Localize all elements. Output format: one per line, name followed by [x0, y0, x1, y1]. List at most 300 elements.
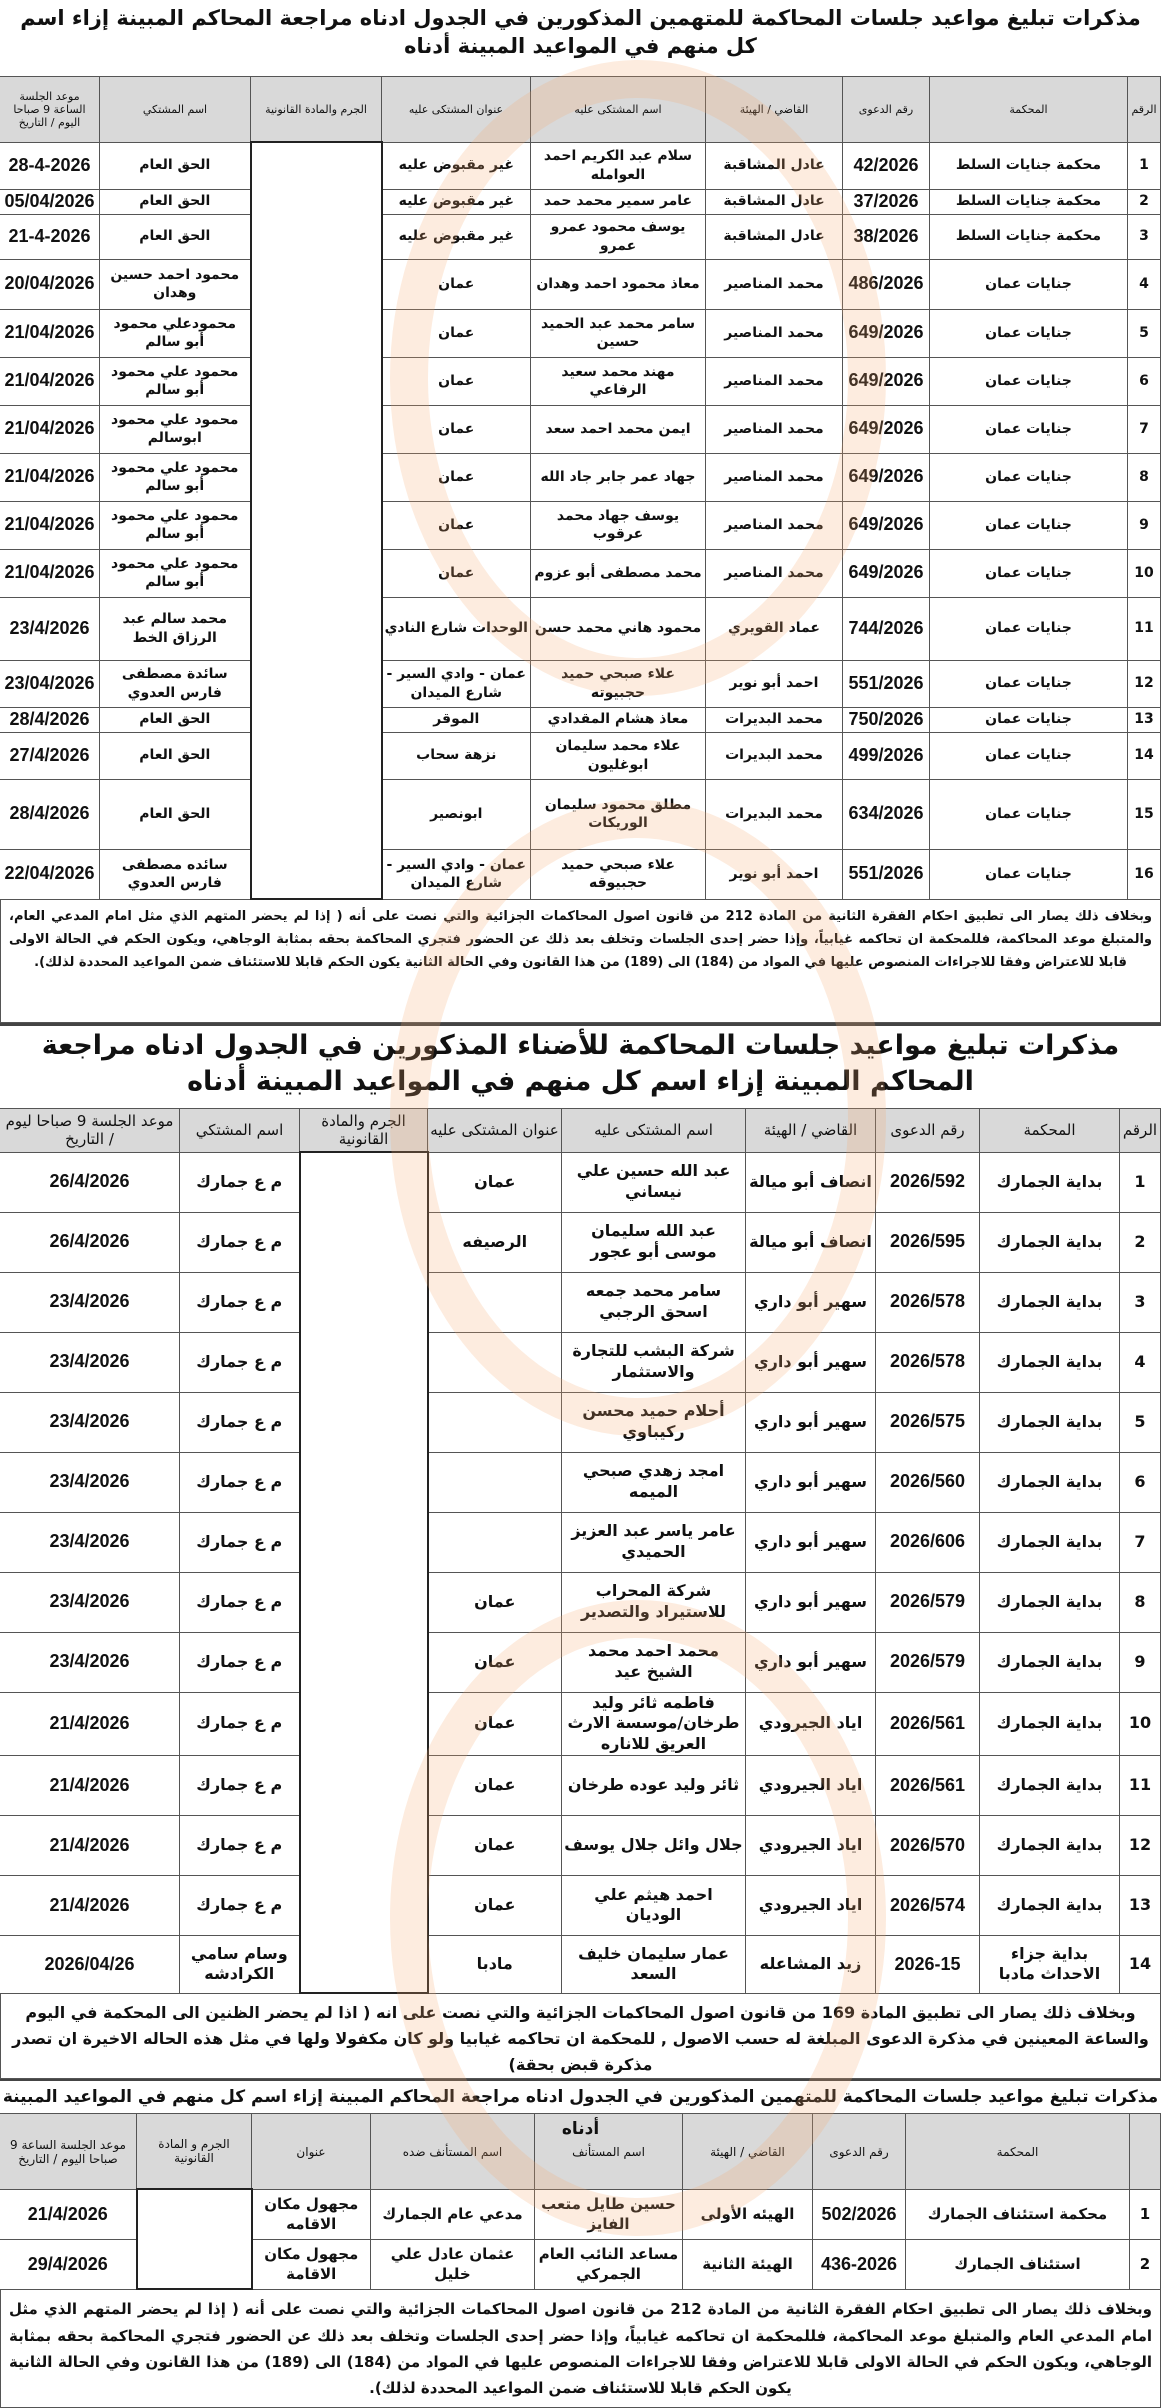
cell-court: جنايات عمان [930, 849, 1128, 899]
cell-defendant-name: فاطمه ثائر وليد طرخان/موسسة الارث العريق للاناره [562, 1692, 746, 1755]
cell-complainant: محمودعلي محمود أبو سالم [100, 309, 251, 357]
table-row [0, 309, 1161, 357]
cell-court: بداية الجمارك [980, 1272, 1120, 1332]
cell-court: محكمة جنايات السلط [930, 214, 1128, 259]
column-header-address: عنوان المشتكى عليه [382, 77, 531, 143]
column-header-court: المحكمة [906, 2114, 1130, 2190]
cell-court: جنايات عمان [930, 549, 1128, 597]
cell-case-number: 649/2026 [843, 405, 930, 453]
cell-complainant: م ع جمارك [180, 1212, 300, 1272]
cell-address: مجهول مكان الاقامة [252, 2239, 371, 2289]
cell-complainant: الحق العام [100, 732, 251, 779]
section-3-title: مذكرات تبليغ مواعيد جلسات المحاكمة للمتهمين المذكورين في الجدول ادناه مراجعة المحاكم المبينة إزاء اسم كل منهم في المواعيد المبينة أدناه [0, 2079, 1161, 2113]
cell-address: عمان [382, 405, 531, 453]
cell-defendant-name: يوسف جهاد محمد عرقوب [531, 501, 706, 549]
cell-address: عمان [428, 1815, 562, 1875]
cell-hearing-date: 21-4-2026 [0, 214, 100, 259]
column-header-complainant: الجرم و المادة القانونية [137, 2114, 252, 2190]
cell-appellee: مدعي عام الجمارك [371, 2189, 535, 2239]
cell-judge: سهير أبو داري [746, 1452, 876, 1512]
cell-court: جنايات عمان [930, 405, 1128, 453]
cell-complainant: محمود علي محمود أبو سالم [100, 453, 251, 501]
cell-hearing-date: 21/04/2026 [0, 501, 100, 549]
cell-court: جنايات عمان [930, 779, 1128, 849]
cell-defendant-name: عبد الله سليمان موسى أبو عجور [562, 1212, 746, 1272]
cell-case-number: 502/2026 [813, 2189, 906, 2239]
cell-court: جنايات عمان [930, 707, 1128, 732]
cell-address: نزهة سحاب [382, 732, 531, 779]
table-row [0, 549, 1161, 597]
cell-judge: عادل المشاقبة [706, 189, 843, 214]
table-row [0, 732, 1161, 779]
cell-complainant: م ع جمارك [180, 1512, 300, 1572]
cell-defendant-name: شركة المحراب للاستيراد والتصدير [562, 1572, 746, 1632]
cell-court: بداية الجمارك [980, 1332, 1120, 1392]
cell-complainant: الحق العام [100, 779, 251, 849]
cell-row-number: 6 [1128, 357, 1161, 405]
cell-address: غير مقبوض عليه [382, 142, 531, 189]
cell-court: بداية الجمارك [980, 1875, 1120, 1935]
cell-row-number: 11 [1120, 1755, 1161, 1815]
cell-court: بداية الجمارك [980, 1755, 1120, 1815]
cell-judge: الهيئة الثانية [683, 2239, 813, 2289]
column-header-court: المحكمة [930, 77, 1128, 143]
cell-row-number: 4 [1128, 259, 1161, 309]
cell-defendant-name: جهاد عمر جابر جاد الله [531, 453, 706, 501]
cell-hearing-date: 21/4/2026 [0, 1815, 180, 1875]
cell-court: بداية الجمارك [980, 1212, 1120, 1272]
cell-address: عمان [428, 1875, 562, 1935]
cell-judge: اياد الجيرودي [746, 1755, 876, 1815]
cell-hearing-date: 26/4/2026 [0, 1212, 180, 1272]
column-header-case-number: رقم الدعوى [843, 77, 930, 143]
cell-row-number: 4 [1120, 1332, 1161, 1392]
cell-address: مادبا [428, 1935, 562, 1993]
cell-judge: سهير أبو داري [746, 1572, 876, 1632]
cell-defendant-name: ثائر وليد عوده طرخان [562, 1755, 746, 1815]
cell-judge: محمد المناصير [706, 357, 843, 405]
cell-row-number: 9 [1120, 1632, 1161, 1692]
cell-case-number: 634/2026 [843, 779, 930, 849]
cell-hearing-date: 29/4/2026 [0, 2239, 137, 2289]
cell-court: جنايات عمان [930, 357, 1128, 405]
cell-hearing-date: 21/04/2026 [0, 549, 100, 597]
section-2-title: مذكرات تبليغ مواعيد جلسات المحاكمة للأضناء المذكورين في الجدول ادناه مراجعة المحاكم المبينة إزاء اسم كل منهم في المواعيد المبينة أدناه [0, 1023, 1161, 1108]
cell-case-number: 551/2026 [843, 849, 930, 899]
cell-address [428, 1392, 562, 1452]
cell-judge: سهير أبو داري [746, 1512, 876, 1572]
column-header-hearing-date: موعد الجلسة الساعة 9 صباحا اليوم / التاريخ [0, 77, 100, 143]
cell-defendant-name: عامر ياسر عبد العزيز الحميدي [562, 1512, 746, 1572]
cell-hearing-date: 05/04/2026 [0, 189, 100, 214]
cell-case-number: 2026/578 [876, 1332, 980, 1392]
cell-defendant-name: محمد مصطفى أبو عزوم [531, 549, 706, 597]
cell-defendant-name: محمد احمد محمد الشيخ عيد [562, 1632, 746, 1692]
cell-defendant-name: معاذ هشام المقدادي [531, 707, 706, 732]
cell-complainant: سائدة مصطفى فارس العدوي [100, 660, 251, 707]
cell-complainant: محمود علي محمود أبو سالم [100, 549, 251, 597]
cell-case-number: 2026-15 [876, 1935, 980, 1993]
column-header-hearing-date: موعد الجلسة الساعة 9 صباحا اليوم / التاريخ [0, 2114, 137, 2190]
cell-row-number: 11 [1128, 597, 1161, 660]
cell-defendant-name: شركة البشب للتجارة والاستثمار [562, 1332, 746, 1392]
cell-hearing-date: 27/4/2026 [0, 732, 100, 779]
cell-hearing-date: 20/04/2026 [0, 259, 100, 309]
cell-case-number: 2026/570 [876, 1815, 980, 1875]
cell-address: عمان [382, 501, 531, 549]
column-header-case-number: رقم الدعوى [813, 2114, 906, 2190]
cell-complainant: م ع جمارك [180, 1755, 300, 1815]
table-row [0, 259, 1161, 309]
cell-case-number: 486/2026 [843, 259, 930, 309]
cell-complainant: م ع جمارك [180, 1692, 300, 1755]
cell-appellee: عثمان عادل علي خليل [371, 2239, 535, 2289]
cell-case-number: 649/2026 [843, 549, 930, 597]
cell-court: بداية جزاء الاحداث مادبا [980, 1935, 1120, 1993]
cell-case-number: 2026/579 [876, 1572, 980, 1632]
column-header-hearing-date: موعد الجلسة 9 صباحا ليوم / التاريخ [0, 1109, 180, 1153]
table-row [0, 1212, 1161, 1272]
table-row [0, 1392, 1161, 1452]
table-row [0, 501, 1161, 549]
cell-address: عمان [428, 1632, 562, 1692]
cell-address: عمان [382, 453, 531, 501]
cell-address: عمان [382, 549, 531, 597]
cell-address: غير مقبوض عليه [382, 214, 531, 259]
table-row [0, 1332, 1161, 1392]
cell-complainant: م ع جمارك [180, 1152, 300, 1212]
cell-court: بداية الجمارك [980, 1692, 1120, 1755]
cell-court: بداية الجمارك [980, 1392, 1120, 1452]
cell-judge: اياد الجيرودي [746, 1692, 876, 1755]
cell-court: بداية الجمارك [980, 1152, 1120, 1212]
cell-row-number: 2 [1128, 189, 1161, 214]
cell-case-number: 649/2026 [843, 453, 930, 501]
cell-row-number: 2 [1120, 1212, 1161, 1272]
cell-case-number: 2026/575 [876, 1392, 980, 1452]
table-row [0, 453, 1161, 501]
cell-judge: محمد المناصير [706, 309, 843, 357]
cell-court: محكمة جنايات السلط [930, 189, 1128, 214]
cell-defendant-name: معاذ محمود احمد وهدان [531, 259, 706, 309]
table-row [0, 1815, 1161, 1875]
table-row [0, 707, 1161, 732]
table-row [0, 1755, 1161, 1815]
cell-judge: احمد أبو نوير [706, 660, 843, 707]
table-row [0, 1512, 1161, 1572]
column-header-address: عنوان المشتكى عليه [428, 1109, 562, 1153]
cell-address: مجهول مكان الاقامه [252, 2189, 371, 2239]
cell-hearing-date: 23/04/2026 [0, 660, 100, 707]
cell-appellant: حسين طايل متعب الفايز [535, 2189, 683, 2239]
column-header-judge: القاضي / الهيئة [746, 1109, 876, 1153]
cell-judge: انصاف أبو ميالة [746, 1152, 876, 1212]
cell-hearing-date: 2026/04/26 [0, 1935, 180, 1993]
cell-complainant: وسام سامي الكرادشه [180, 1935, 300, 1993]
cell-address: عمان [428, 1572, 562, 1632]
cell-court: محكمة استئناف الجمارك [906, 2189, 1130, 2239]
cell-defendant-name: سلام عبد الكريم احمد العوامله [531, 142, 706, 189]
cell-hearing-date: 23/4/2026 [0, 1632, 180, 1692]
cell-address [428, 1452, 562, 1512]
cell-complainant: م ع جمارك [180, 1572, 300, 1632]
crime-article-cell [300, 1152, 428, 1993]
column-header-case-number: رقم الدعوى [876, 1109, 980, 1153]
cell-address: الرصيفه [428, 1212, 562, 1272]
cell-court: جنايات عمان [930, 259, 1128, 309]
cell-row-number: 14 [1120, 1935, 1161, 1993]
cell-case-number: 2026/574 [876, 1875, 980, 1935]
legal-notice-1: وبخلاف ذلك يصار الى تطبيق احكام الفقرة الثانية من المادة 212 من قانون اصول المحاكمات الجزائية والتي نصت على أنه ( إذا لم يحضر المتهم الذي مثل امام المدعي العام، والمتبلغ موعد المحاكمة، فللمحكمة ان تحاكمه غيابياً، وإذا حضر إحدى الجلسات وتخلف بعد ذلك عن الحضور فتجري المحاكمة بحقه بمثابة الوجاهي، ويكون الحكم في الحالة الاولى قابلا للاعتراض وفقا للاجراءات المنصوص عليها في المواد من (184) الى (189) من هذا القانون وفي الحالة الثانية يكون الحكم قابلا للاستئناف ضمن المواعيد المحددة لذلك). [0, 900, 1161, 1023]
cell-complainant: م ع جمارك [180, 1272, 300, 1332]
cell-address: ابونصير [382, 779, 531, 849]
cell-court: محكمة جنايات السلط [930, 142, 1128, 189]
cell-row-number: 7 [1120, 1512, 1161, 1572]
cell-court: جنايات عمان [930, 501, 1128, 549]
cell-case-number: 649/2026 [843, 357, 930, 405]
cell-case-number: 744/2026 [843, 597, 930, 660]
cell-case-number: 38/2026 [843, 214, 930, 259]
table-row [0, 1692, 1161, 1755]
column-header-crime-article: عنوان [252, 2114, 371, 2190]
cell-defendant-name: عبد الله حسين علي نيساني [562, 1152, 746, 1212]
cell-judge: احمد أبو نوير [706, 849, 843, 899]
legal-notice-2: وبخلاف ذلك يصار الى تطبيق المادة 169 من قانون اصول المحاكمات الجزائية والتي نصت على انه ( اذا لم يحضر الظنين الى المحكمة في اليوم والساعة المعينين في مذكرة الدعوى المبلغة له حسب الاصول , للمحكمة ان تحاكمه غيابيا ولو كان مكفولا ولها في مثل هذه الحاله الاخيرة ان تصدر مذكرة قبض بحقة) [0, 1994, 1161, 2079]
table-row [0, 1572, 1161, 1632]
cell-address [428, 1512, 562, 1572]
section-criminal-amman-salt [0, 0, 1161, 1023]
cell-case-number: 2026/606 [876, 1512, 980, 1572]
cell-row-number: 8 [1120, 1572, 1161, 1632]
cell-row-number: 15 [1128, 779, 1161, 849]
cell-appellant: مساعد النائب العام الجمركي [535, 2239, 683, 2289]
cell-row-number: 9 [1128, 501, 1161, 549]
cell-hearing-date: 22/04/2026 [0, 849, 100, 899]
cell-defendant-name: مطلق محمود سليمان الوريكات [531, 779, 706, 849]
cell-case-number: 2026/560 [876, 1452, 980, 1512]
cell-case-number: 37/2026 [843, 189, 930, 214]
cell-defendant-name: امجد زهدي صبحي الميمه [562, 1452, 746, 1512]
cell-complainant: م ع جمارك [180, 1332, 300, 1392]
cell-hearing-date: 21/04/2026 [0, 405, 100, 453]
cell-case-number: 499/2026 [843, 732, 930, 779]
cell-judge: عادل المشاقبة [706, 142, 843, 189]
cell-case-number: 2026/579 [876, 1632, 980, 1692]
cell-complainant: م ع جمارك [180, 1392, 300, 1452]
column-header-address: اسم المستأنف ضده [371, 2114, 535, 2190]
cell-court: بداية الجمارك [980, 1572, 1120, 1632]
cell-judge: انصاف أبو ميالة [746, 1212, 876, 1272]
cell-row-number: 1 [1120, 1152, 1161, 1212]
cell-court: جنايات عمان [930, 732, 1128, 779]
cell-case-number: 649/2026 [843, 501, 930, 549]
cell-judge: اياد الجيرودي [746, 1815, 876, 1875]
cell-judge: محمد المناصير [706, 549, 843, 597]
column-header-row-number: الرقم [1128, 77, 1161, 143]
table-row [0, 597, 1161, 660]
cell-hearing-date: 23/4/2026 [0, 1452, 180, 1512]
column-header-crime-article: الجرم والمادة القانونية [251, 77, 382, 143]
column-header-defendant-name: اسم المشتكى عليه [562, 1109, 746, 1153]
cell-row-number: 1 [1130, 2189, 1161, 2239]
cell-complainant: محمود علي محمود أبو سالم [100, 501, 251, 549]
cell-hearing-date: 26/4/2026 [0, 1152, 180, 1212]
table-row [0, 2189, 1161, 2239]
cell-hearing-date: 23/4/2026 [0, 1512, 180, 1572]
cell-defendant-name: سامر محمد عبد الحميد حسين [531, 309, 706, 357]
cell-address: عمان [428, 1692, 562, 1755]
cell-hearing-date: 28/4/2026 [0, 707, 100, 732]
column-header-crime-article: الجرم والمادة القانونية [300, 1109, 428, 1153]
cell-court: جنايات عمان [930, 597, 1128, 660]
cell-defendant-name: مهند محمد سعيد الرفاعي [531, 357, 706, 405]
column-header-defendant-name: اسم المشتكى عليه [531, 77, 706, 143]
cell-judge: عماد القويري [706, 597, 843, 660]
cell-complainant: محمود علي محمود ابوسالم [100, 405, 251, 453]
cell-complainant: الحق العام [100, 142, 251, 189]
cell-row-number: 1 [1128, 142, 1161, 189]
cell-address [428, 1332, 562, 1392]
cell-hearing-date: 21/4/2026 [0, 2189, 137, 2239]
table-row [0, 214, 1161, 259]
cell-address: عمان [382, 357, 531, 405]
cell-row-number: 3 [1120, 1272, 1161, 1332]
section-customs-first-instance [0, 1023, 1161, 2079]
cell-complainant: م ع جمارك [180, 1815, 300, 1875]
table-row [0, 189, 1161, 214]
cell-judge: محمد المناصير [706, 259, 843, 309]
cell-complainant: محمود احمد حسين وهدان [100, 259, 251, 309]
crime-article-cell [251, 142, 382, 899]
column-header-row-number: الرقم [1120, 1109, 1161, 1153]
cell-court: بداية الجمارك [980, 1632, 1120, 1692]
cell-defendant-name: سامر محمد جمعه اسحق الرجبي [562, 1272, 746, 1332]
crime-article-cell [137, 2189, 252, 2289]
cell-case-number: 2026/561 [876, 1692, 980, 1755]
cell-court: بداية الجمارك [980, 1512, 1120, 1572]
cell-address: غير مقبوض عليه [382, 189, 531, 214]
cell-defendant-name: عامر سمير محمد حمد [531, 189, 706, 214]
cell-row-number: 6 [1120, 1452, 1161, 1512]
cell-defendant-name: عمار سليمان خليف السعد [562, 1935, 746, 1993]
table-row [0, 1452, 1161, 1512]
cell-case-number: 42/2026 [843, 142, 930, 189]
cell-judge: سهير أبو داري [746, 1272, 876, 1332]
cell-hearing-date: 23/4/2026 [0, 1332, 180, 1392]
cell-row-number: 2 [1130, 2239, 1161, 2289]
cell-row-number: 12 [1128, 660, 1161, 707]
cell-address: عمان [428, 1755, 562, 1815]
cell-row-number: 14 [1128, 732, 1161, 779]
cell-hearing-date: 21/04/2026 [0, 453, 100, 501]
cell-hearing-date: 28/4/2026 [0, 779, 100, 849]
section-1-title: مذكرات تبليغ مواعيد جلسات المحاكمة للمتهمين المذكورين في الجدول ادناه مراجعة المحاكم المبينة إزاء اسم كل منهم في المواعيد المبينة أدناه [20, 6, 1141, 59]
legal-notice-3: وبخلاف ذلك يصار الى تطبيق احكام الفقرة الثانية من المادة 212 من قانون اصول المحاكمات الجزائية والتي نصت على أنه ( إذا لم يحضر المتهم الذي مثل امام المدعي العام والمتبلغ موعد المحاكمة، فللمحكمة ان تحاكمه غيابياً، وإذا حضر إحدى الجلسات وتخلف بعد ذلك عن الحضور فتجري المحاكمة بحقه بمثابة الوجاهي، ويكون الحكم في الحالة الاولى قابلا للاعتراض وفقا للاجراءات المنصوص عليها في المواد من (184) الى (189) من هذا القانون وفي الحالة الثانية يكون الحكم قابلا للاستئناف ضمن المواعيد المحددة لذلك). [0, 2290, 1161, 2408]
cell-case-number: 649/2026 [843, 309, 930, 357]
table-row [0, 849, 1161, 899]
cell-hearing-date: 21/4/2026 [0, 1692, 180, 1755]
cell-hearing-date: 23/4/2026 [0, 1572, 180, 1632]
section-customs-appeal [0, 2079, 1161, 2408]
cell-defendant-name: علاء صبحي حميد حجبيوته [531, 660, 706, 707]
table-row [0, 405, 1161, 453]
column-header-complainant: اسم المشتكي [180, 1109, 300, 1153]
cell-defendant-name: جلال وائل جلال يوسف [562, 1815, 746, 1875]
cell-row-number: 12 [1120, 1815, 1161, 1875]
cell-court: جنايات عمان [930, 660, 1128, 707]
cell-row-number: 8 [1128, 453, 1161, 501]
table-row [0, 142, 1161, 189]
cell-row-number: 16 [1128, 849, 1161, 899]
cell-row-number: 13 [1128, 707, 1161, 732]
cell-row-number: 7 [1128, 405, 1161, 453]
cell-case-number: 2026/592 [876, 1152, 980, 1212]
cell-court: جنايات عمان [930, 309, 1128, 357]
cell-address: عمان - وادي السير - شارع الميدان [382, 849, 531, 899]
table-row [0, 1152, 1161, 1212]
cell-hearing-date: 21/04/2026 [0, 309, 100, 357]
cell-judge: محمد المناصير [706, 453, 843, 501]
cell-case-number: 750/2026 [843, 707, 930, 732]
cell-row-number: 3 [1128, 214, 1161, 259]
table-row [0, 1935, 1161, 1993]
hearings-table-2 [0, 1108, 1161, 1994]
cell-case-number: 436-2026 [813, 2239, 906, 2289]
cell-judge: سهير أبو داري [746, 1332, 876, 1392]
cell-address: الموقر [382, 707, 531, 732]
cell-judge: عادل المشاقبة [706, 214, 843, 259]
column-header-judge: القاضي / الهيئة [683, 2114, 813, 2190]
cell-defendant-name: علاء صبحي حميد حجبيوقه [531, 849, 706, 899]
cell-case-number: 2026/561 [876, 1755, 980, 1815]
cell-complainant: محمود علي محمود أبو سالم [100, 357, 251, 405]
cell-address: عمان [428, 1152, 562, 1212]
cell-judge: محمد المناصير [706, 405, 843, 453]
cell-judge: سهير أبو داري [746, 1392, 876, 1452]
column-header-court: المحكمة [980, 1109, 1120, 1153]
cell-address: الوحدات شارع النادي [382, 597, 531, 660]
cell-judge: زيد المشاعله [746, 1935, 876, 1993]
cell-judge: محمد البديرات [706, 732, 843, 779]
cell-defendant-name: علاء محمد سليمان ابوغليون [531, 732, 706, 779]
table-row [0, 1272, 1161, 1332]
column-header-complainant: اسم المشتكي [100, 77, 251, 143]
cell-row-number: 5 [1120, 1392, 1161, 1452]
cell-hearing-date: 23/4/2026 [0, 1272, 180, 1332]
cell-defendant-name: ايمن محمد احمد سعد [531, 405, 706, 453]
cell-row-number: 10 [1128, 549, 1161, 597]
cell-court: بداية الجمارك [980, 1815, 1120, 1875]
table-row [0, 1875, 1161, 1935]
cell-case-number: 2026/595 [876, 1212, 980, 1272]
cell-judge: اياد الجيرودي [746, 1875, 876, 1935]
cell-judge: محمد البديرات [706, 779, 843, 849]
cell-judge: محمد البديرات [706, 707, 843, 732]
cell-hearing-date: 28-4-2026 [0, 142, 100, 189]
cell-row-number: 5 [1128, 309, 1161, 357]
cell-defendant-name: محمود هاني محمد حسن [531, 597, 706, 660]
cell-complainant: م ع جمارك [180, 1875, 300, 1935]
cell-court: جنايات عمان [930, 453, 1128, 501]
column-header-row-number [1130, 2114, 1161, 2190]
cell-defendant-name: أحلام حميد محسن ركيباوي [562, 1392, 746, 1452]
cell-case-number: 2026/578 [876, 1272, 980, 1332]
cell-complainant: الحق العام [100, 707, 251, 732]
cell-complainant: سائده مصطفى فارس العدوي [100, 849, 251, 899]
cell-defendant-name: يوسف محمود عمرو عمرو [531, 214, 706, 259]
cell-row-number: 10 [1120, 1692, 1161, 1755]
cell-address: عمان [382, 259, 531, 309]
